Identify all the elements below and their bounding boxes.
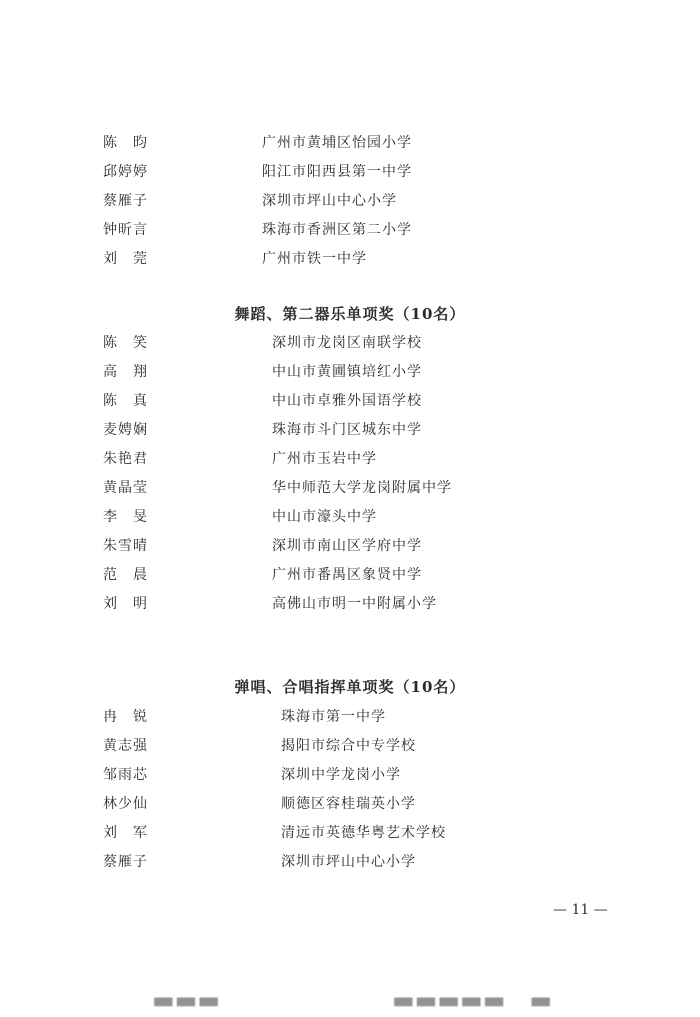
table-row xyxy=(0,707,700,736)
award-list-dance-instrument xyxy=(0,333,700,623)
winner-school: 广州市玉岩中学 xyxy=(272,451,377,467)
winner-name: 蔡雁子 xyxy=(103,193,148,209)
table-row xyxy=(0,420,700,449)
table-row xyxy=(0,362,700,391)
winner-name: 冉 锐 xyxy=(103,709,148,725)
winner-school: 华中师范大学龙岗附属中学 xyxy=(272,480,452,496)
winner-school: 中山市黄圃镇培红小学 xyxy=(272,364,422,380)
winner-name: 黄志强 xyxy=(103,738,148,754)
bleed-through-mark: ▬▬▬ xyxy=(152,986,221,1014)
winner-school: 高佛山市明一中附属小学 xyxy=(272,596,437,612)
winner-school: 广州市番禺区象贤中学 xyxy=(272,567,422,583)
winner-name: 陈 真 xyxy=(103,393,148,409)
winner-school: 珠海市斗门区城东中学 xyxy=(272,422,422,438)
section-heading-vocal-conducting: 弹唱、合唱指挥单项奖（10名） xyxy=(234,678,466,696)
table-row xyxy=(0,478,700,507)
winner-name: 刘 军 xyxy=(103,825,148,841)
table-row xyxy=(0,133,700,162)
table-row xyxy=(0,794,700,823)
winner-name: 林少仙 xyxy=(103,796,148,812)
table-row xyxy=(0,507,700,536)
table-row xyxy=(0,823,700,852)
section-heading-dance-instrument: 舞蹈、第二器乐单项奖（10名） xyxy=(234,305,466,323)
winner-school: 深圳市龙岗区南联学校 xyxy=(272,335,422,351)
winner-school: 顺德区容桂瑞英小学 xyxy=(281,796,416,812)
winner-school: 中山市卓雅外国语学校 xyxy=(272,393,422,409)
table-row xyxy=(0,536,700,565)
table-row xyxy=(0,449,700,478)
table-row xyxy=(0,852,700,881)
winner-school: 深圳市坪山中心小学 xyxy=(262,193,397,209)
table-row xyxy=(0,249,700,278)
table-row xyxy=(0,565,700,594)
winner-school: 阳江市阳西县第一中学 xyxy=(262,164,412,180)
award-list-vocal-conducting xyxy=(0,707,700,881)
winner-name: 刘 明 xyxy=(103,596,148,612)
winner-name: 陈 笑 xyxy=(103,335,148,351)
winner-name: 麦娉娴 xyxy=(103,422,148,438)
table-row xyxy=(0,162,700,191)
winner-school: 深圳市南山区学府中学 xyxy=(272,538,422,554)
bleed-through-mark: ▬▬▬▬▬ ▬ xyxy=(392,986,553,1014)
table-row xyxy=(0,594,700,623)
winner-school: 广州市黄埔区怡园小学 xyxy=(262,135,412,151)
winner-name: 刘 莞 xyxy=(103,251,148,267)
winner-school: 深圳中学龙岗小学 xyxy=(281,767,401,783)
table-row xyxy=(0,220,700,249)
winner-name: 李 旻 xyxy=(103,509,148,525)
winner-name: 朱艳君 xyxy=(103,451,148,467)
winner-school: 清远市英德华粤艺术学校 xyxy=(281,825,446,841)
winner-name: 钟昕言 xyxy=(103,222,148,238)
winner-name: 蔡雁子 xyxy=(103,854,148,870)
winner-name: 陈 昀 xyxy=(103,135,148,151)
winner-name: 黄晶莹 xyxy=(103,480,148,496)
winner-name: 朱雪晴 xyxy=(103,538,148,554)
winner-school: 中山市濠头中学 xyxy=(272,509,377,525)
winner-school: 珠海市第一中学 xyxy=(281,709,386,725)
winner-name: 高 翔 xyxy=(103,364,148,380)
winner-name: 邱婷婷 xyxy=(103,164,148,180)
table-row xyxy=(0,391,700,420)
winner-name: 邹雨芯 xyxy=(103,767,148,783)
winner-school: 广州市铁一中学 xyxy=(262,251,367,267)
table-row xyxy=(0,765,700,794)
table-row xyxy=(0,191,700,220)
table-row xyxy=(0,736,700,765)
winner-name: 范 晨 xyxy=(103,567,148,583)
table-row xyxy=(0,333,700,362)
page-number: — 11 — xyxy=(553,902,608,918)
winner-school: 深圳市坪山中心小学 xyxy=(281,854,416,870)
winner-school: 珠海市香洲区第二小学 xyxy=(262,222,412,238)
winner-school: 揭阳市综合中专学校 xyxy=(281,738,416,754)
award-list-continued xyxy=(0,133,700,278)
